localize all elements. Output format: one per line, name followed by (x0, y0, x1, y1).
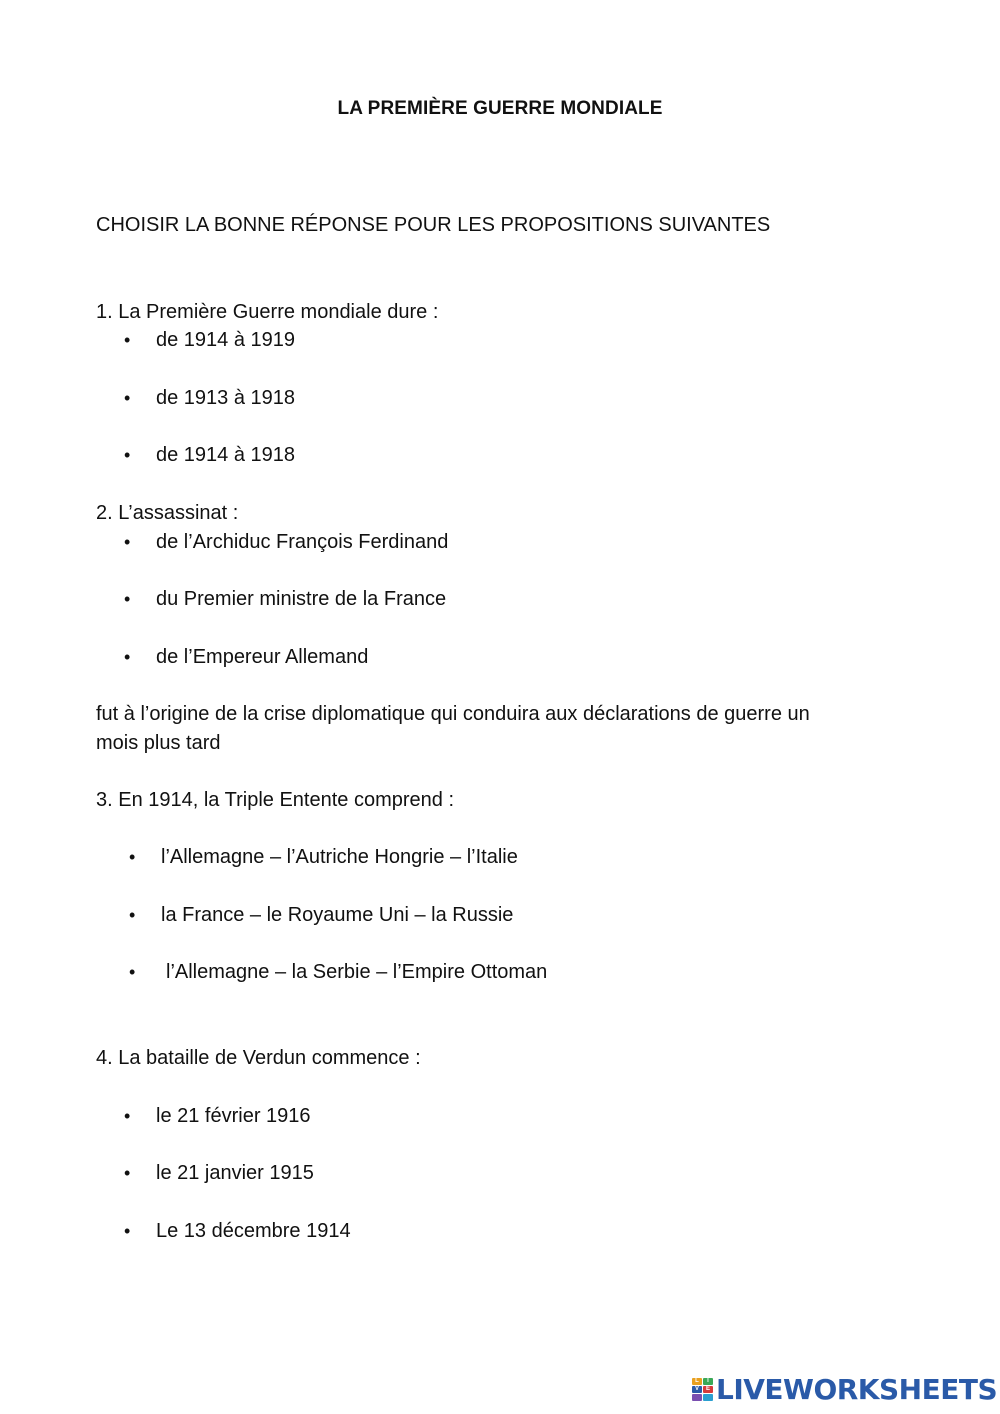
question-4-option-1[interactable]: le 21 février 1916 (156, 1105, 311, 1127)
question-4-option-2[interactable]: le 21 janvier 1915 (156, 1162, 314, 1184)
question-3-prompt: 3. En 1914, la Triple Entente comprend : (96, 789, 454, 811)
question-1-option-3[interactable]: de 1914 à 1918 (156, 444, 296, 466)
bullet-icon: • (129, 905, 136, 925)
question-3-option-3[interactable]: l’Allemagne – la Serbie – l’Empire Ottoman (166, 961, 548, 983)
bullet-icon: • (129, 847, 136, 867)
question-2-continuation-line-1: fut à l’origine de la crise diplomatique qui conduira aux déclarations de guerre un (96, 703, 810, 725)
question-2-prompt: 2. L’assassinat : (96, 502, 239, 524)
bullet-icon: • (124, 1106, 131, 1126)
bullet-icon: • (124, 388, 131, 408)
question-2-option-3[interactable]: de l’Empereur Allemand (156, 646, 369, 668)
question-3-option-2[interactable]: la France – le Royaume Uni – la Russie (161, 904, 514, 926)
question-4-option-3[interactable]: Le 13 décembre 1914 (156, 1220, 351, 1242)
question-2-continuation-line-2: mois plus tard (96, 732, 221, 754)
bullet-icon: • (124, 1221, 131, 1241)
bullet-icon: • (124, 532, 131, 552)
question-2-option-2[interactable]: du Premier ministre de la France (156, 588, 447, 610)
bullet-icon: • (129, 962, 136, 982)
page-title: LA PREMIÈRE GUERRE MONDIALE (337, 98, 663, 119)
question-3-option-1[interactable]: l’Allemagne – l’Autriche Hongrie – l’Italie (161, 846, 518, 868)
question-4-prompt: 4. La bataille de Verdun commence : (96, 1047, 421, 1069)
bullet-icon: • (124, 589, 131, 609)
bullet-icon: • (124, 647, 131, 667)
bullet-icon: • (124, 330, 131, 350)
bullet-icon: • (124, 1163, 131, 1183)
question-1-prompt: 1. La Première Guerre mondiale dure : (96, 301, 439, 323)
liveworksheets-logo (692, 1372, 997, 1406)
liveworksheets-logo-text: LIVEWORKSHEETS (716, 1372, 998, 1406)
liveworksheets-logo-icon: L I V E (692, 1376, 714, 1402)
instruction: CHOISIR LA BONNE RÉPONSE POUR LES PROPOSITIONS SUIVANTES (96, 214, 771, 236)
question-1-option-1[interactable]: de 1914 à 1919 (156, 329, 296, 351)
bullet-icon: • (124, 445, 131, 465)
question-1-option-2[interactable]: de 1913 à 1918 (156, 387, 296, 409)
question-2-option-1[interactable]: de l’Archiduc François Ferdinand (156, 531, 449, 553)
